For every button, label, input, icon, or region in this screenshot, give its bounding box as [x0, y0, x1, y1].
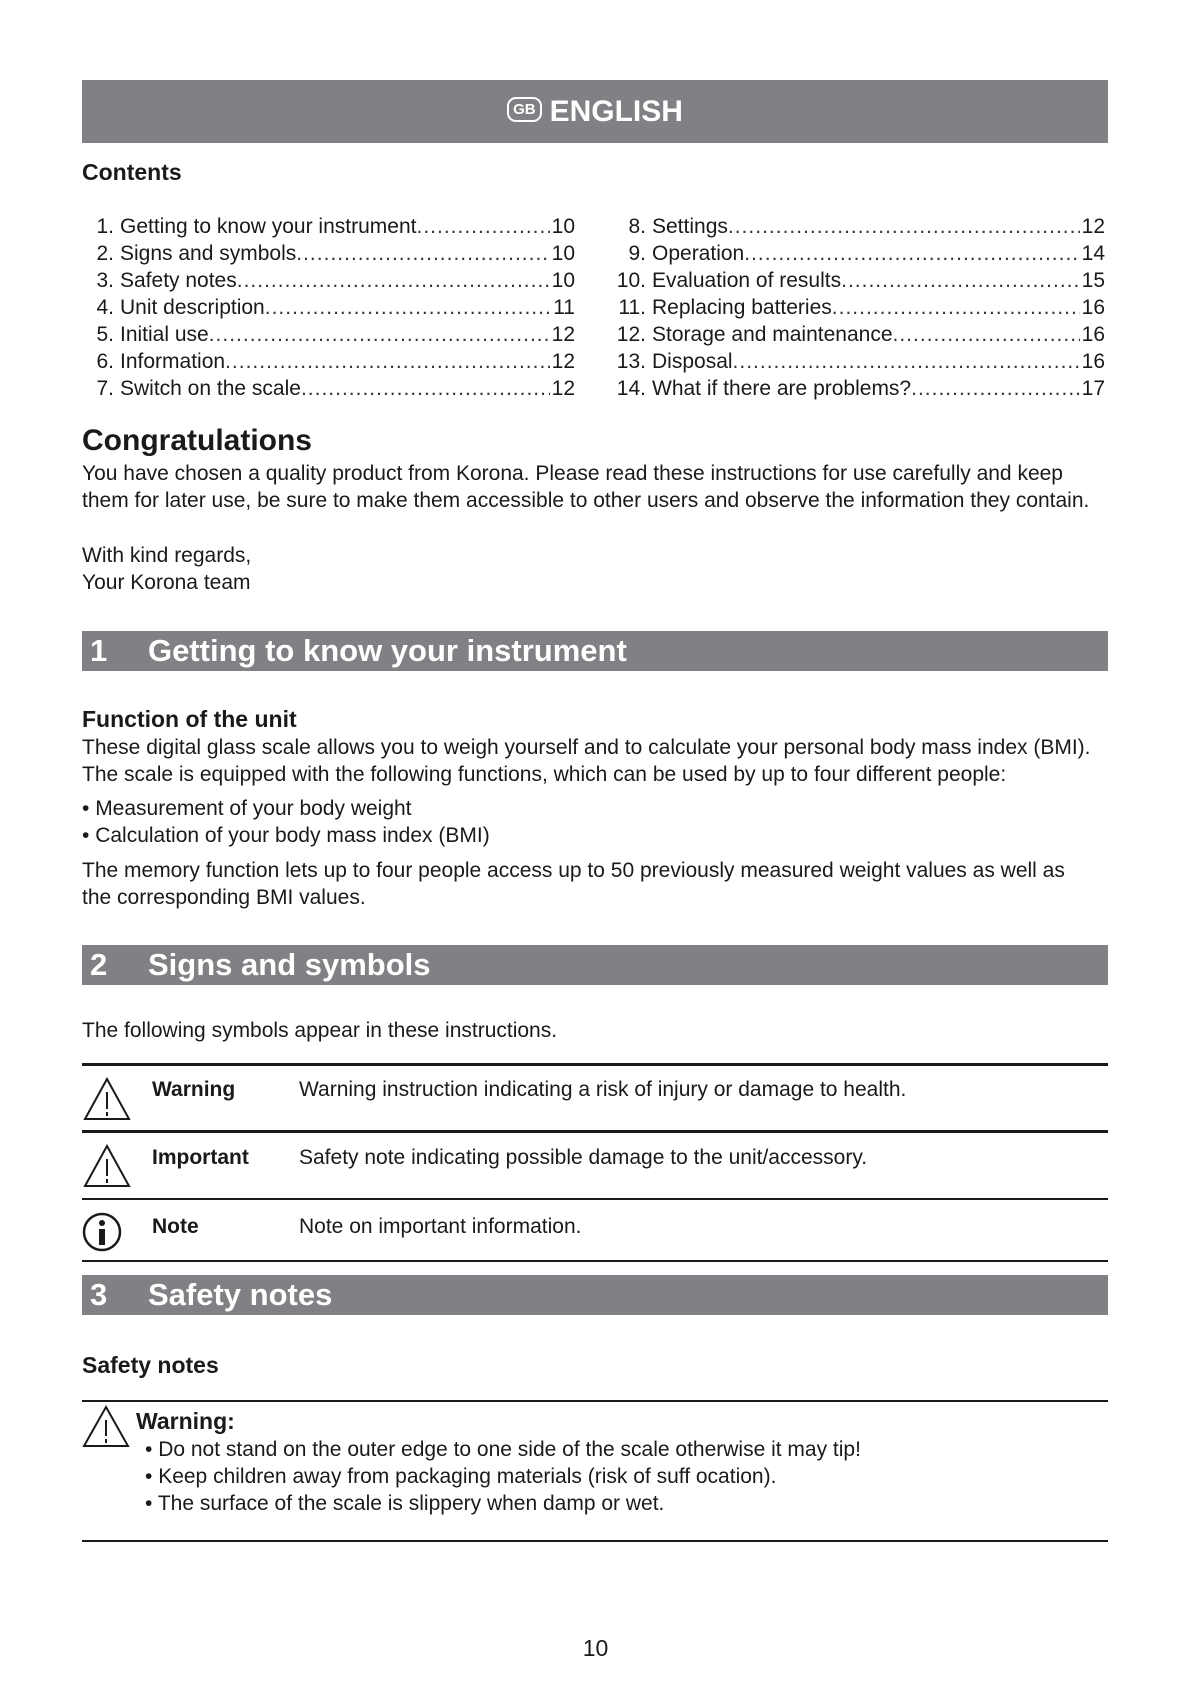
list-item: • The surface of the scale is slippery when damp or wet. [145, 1492, 665, 1515]
toc-label: Signs and symbols [120, 242, 297, 265]
toc-entry [610, 213, 1105, 240]
list-item: • Measurement of your body weight [82, 797, 412, 820]
toc-num: 10. [616, 269, 646, 292]
toc-leader [841, 267, 1080, 294]
paragraph-line: These digital glass scale allows you to weigh yourself and to calculate your personal body mass index (BMI). [82, 736, 1091, 759]
list-item-text: The surface of the scale is slippery when damp or wet. [157, 1492, 665, 1515]
toc-num: 2. [96, 242, 114, 265]
toc-num: 3. [96, 269, 114, 292]
toc-num: 1. [96, 215, 114, 238]
toc-num: 11. [618, 296, 646, 319]
symbol-name: Important [152, 1146, 249, 1169]
toc-entry [90, 213, 575, 240]
toc-page: 10 [551, 215, 575, 238]
paragraph-line: The memory function lets up to four people access up to 50 previously measured weight values as well as [82, 859, 1065, 882]
toc-entry [90, 375, 575, 402]
toc-page: 11 [553, 296, 575, 319]
table-rule [82, 1198, 1108, 1200]
toc-num: 7. [96, 377, 114, 400]
function-bullet-list [82, 795, 490, 849]
section-title: Safety notes [148, 1277, 333, 1312]
toc-label: Unit description [120, 296, 265, 319]
symbol-name: Note [152, 1215, 199, 1238]
toc-label: Switch on the scale [120, 377, 301, 400]
toc-leader [893, 321, 1080, 348]
toc-num: 9. [628, 242, 646, 265]
toc-page: 12 [551, 323, 575, 346]
toc-leader [416, 213, 549, 240]
symbol-description: Safety note indicating possible damage to the unit/accessory. [299, 1146, 868, 1169]
section-title: Getting to know your instrument [148, 633, 627, 668]
function-subtitle: Function of the unit [82, 706, 297, 732]
toc-left-column [90, 213, 575, 402]
symbol-row-important [82, 1142, 1108, 1202]
symbol-row-warning [82, 1075, 1108, 1135]
toc-page: 17 [1081, 377, 1105, 400]
toc-label: Safety notes [120, 269, 237, 292]
toc-label: Settings [652, 215, 728, 238]
language-header [82, 80, 1108, 143]
section-1-header [82, 631, 1108, 671]
toc-page: 10 [551, 269, 575, 292]
list-item-text: Measurement of your body weight [95, 797, 412, 820]
section-3-header [82, 1275, 1108, 1315]
paragraph-line: You have chosen a quality product from Korona. Please read these instructions for use carefully and keep [82, 462, 1063, 485]
toc-leader [733, 348, 1080, 375]
toc-num: 12. [616, 323, 646, 346]
regards-line: Your Korona team [82, 571, 251, 594]
toc-page: 16 [1081, 296, 1105, 319]
warning-box-rule [82, 1540, 1108, 1542]
congratulations-paragraph [82, 460, 1112, 514]
toc-entry [610, 375, 1105, 402]
section-title: Signs and symbols [148, 947, 431, 982]
page-number: 10 [582, 1635, 609, 1661]
memory-paragraph [82, 857, 1112, 911]
symbols-intro: The following symbols appear in these instructions. [82, 1019, 558, 1042]
toc-leader [301, 375, 550, 402]
regards-block [82, 542, 251, 596]
toc-leader [237, 267, 550, 294]
toc-entry [90, 294, 575, 321]
section-2-header [82, 945, 1108, 985]
country-badge: GB [507, 97, 542, 122]
contents-title: Contents [82, 159, 182, 185]
toc-page: 12 [1081, 215, 1105, 238]
paragraph-line: them for later use, be sure to make them accessible to other users and observe the information they contain. [82, 489, 1090, 512]
symbol-description: Warning instruction indicating a risk of injury or damage to health. [299, 1078, 907, 1101]
toc-num: 5. [96, 323, 114, 346]
list-item-text: Do not stand on the outer edge to one side of the scale otherwise it may tip! [158, 1438, 861, 1461]
congratulations-title: Congratulations [82, 424, 312, 457]
warning-triangle-icon [82, 1142, 132, 1190]
list-item: • Calculation of your body mass index (BMI) [82, 824, 490, 847]
info-circle-icon [82, 1210, 126, 1254]
toc-entry [610, 294, 1105, 321]
table-rule [82, 1260, 1108, 1262]
toc-page: 12 [551, 377, 575, 400]
toc-label: Getting to know your instrument [120, 215, 417, 238]
toc-num: 8. [628, 215, 646, 238]
list-item-text: Calculation of your body mass index (BMI) [95, 824, 490, 847]
safety-subtitle: Safety notes [82, 1352, 219, 1378]
symbol-description: Note on important information. [299, 1215, 582, 1238]
toc-label: What if there are problems? [652, 377, 912, 400]
toc-entry [610, 267, 1105, 294]
list-item: • Keep children away from packaging materials (risk of suff ocation). [145, 1465, 777, 1488]
toc-label: Information [120, 350, 226, 373]
table-rule [82, 1130, 1108, 1133]
regards-line: With kind regards, [82, 544, 252, 567]
paragraph-line: The scale is equipped with the following functions, which can be used by up to four different people: [82, 763, 1007, 786]
toc-leader [832, 294, 1080, 321]
toc-label: Replacing batteries [652, 296, 832, 319]
warning-title: Warning: [136, 1408, 235, 1434]
language-title: ENGLISH [549, 94, 683, 128]
toc-num: 6. [96, 350, 114, 373]
toc-num: 14. [616, 377, 646, 400]
toc-page: 15 [1081, 269, 1105, 292]
list-item: • Do not stand on the outer edge to one side of the scale otherwise it may tip! [145, 1438, 861, 1461]
toc-leader [728, 213, 1080, 240]
toc-page: 16 [1081, 323, 1105, 346]
warning-box-rule [82, 1400, 1108, 1402]
toc-leader [296, 240, 549, 267]
toc-label: Evaluation of results [652, 269, 842, 292]
toc-leader [265, 294, 551, 321]
warning-triangle-icon [82, 1075, 132, 1123]
toc-entry [90, 321, 575, 348]
toc-page: 16 [1081, 350, 1105, 373]
toc-leader [209, 321, 550, 348]
toc-label: Initial use [120, 323, 209, 346]
toc-entry [90, 348, 575, 375]
toc-entry [90, 240, 575, 267]
toc-leader [225, 348, 550, 375]
paragraph-line: the corresponding BMI values. [82, 886, 366, 909]
function-paragraph [82, 734, 1112, 788]
section-number: 3 [90, 1277, 108, 1312]
toc-num: 4. [96, 296, 114, 319]
toc-num: 13. [616, 350, 646, 373]
toc-label: Operation [652, 242, 745, 265]
toc-entry [610, 348, 1105, 375]
toc-label: Disposal [652, 350, 733, 373]
table-rule [82, 1063, 1108, 1066]
section-number: 2 [90, 947, 108, 982]
toc-entry [610, 240, 1105, 267]
section-number: 1 [90, 633, 108, 668]
symbol-name: Warning [152, 1078, 236, 1101]
warning-list [145, 1436, 861, 1517]
toc-right-column [610, 213, 1105, 402]
toc-page: 14 [1081, 242, 1105, 265]
toc-label: Storage and maintenance [652, 323, 893, 346]
toc-leader [744, 240, 1079, 267]
toc-page: 10 [551, 242, 575, 265]
toc-page: 12 [551, 350, 575, 373]
toc-entry [610, 321, 1105, 348]
warning-triangle-icon [82, 1404, 132, 1450]
toc-entry [90, 267, 575, 294]
list-item-text: Keep children away from packaging materials (risk of suff ocation). [158, 1465, 777, 1488]
toc-leader [911, 375, 1080, 402]
